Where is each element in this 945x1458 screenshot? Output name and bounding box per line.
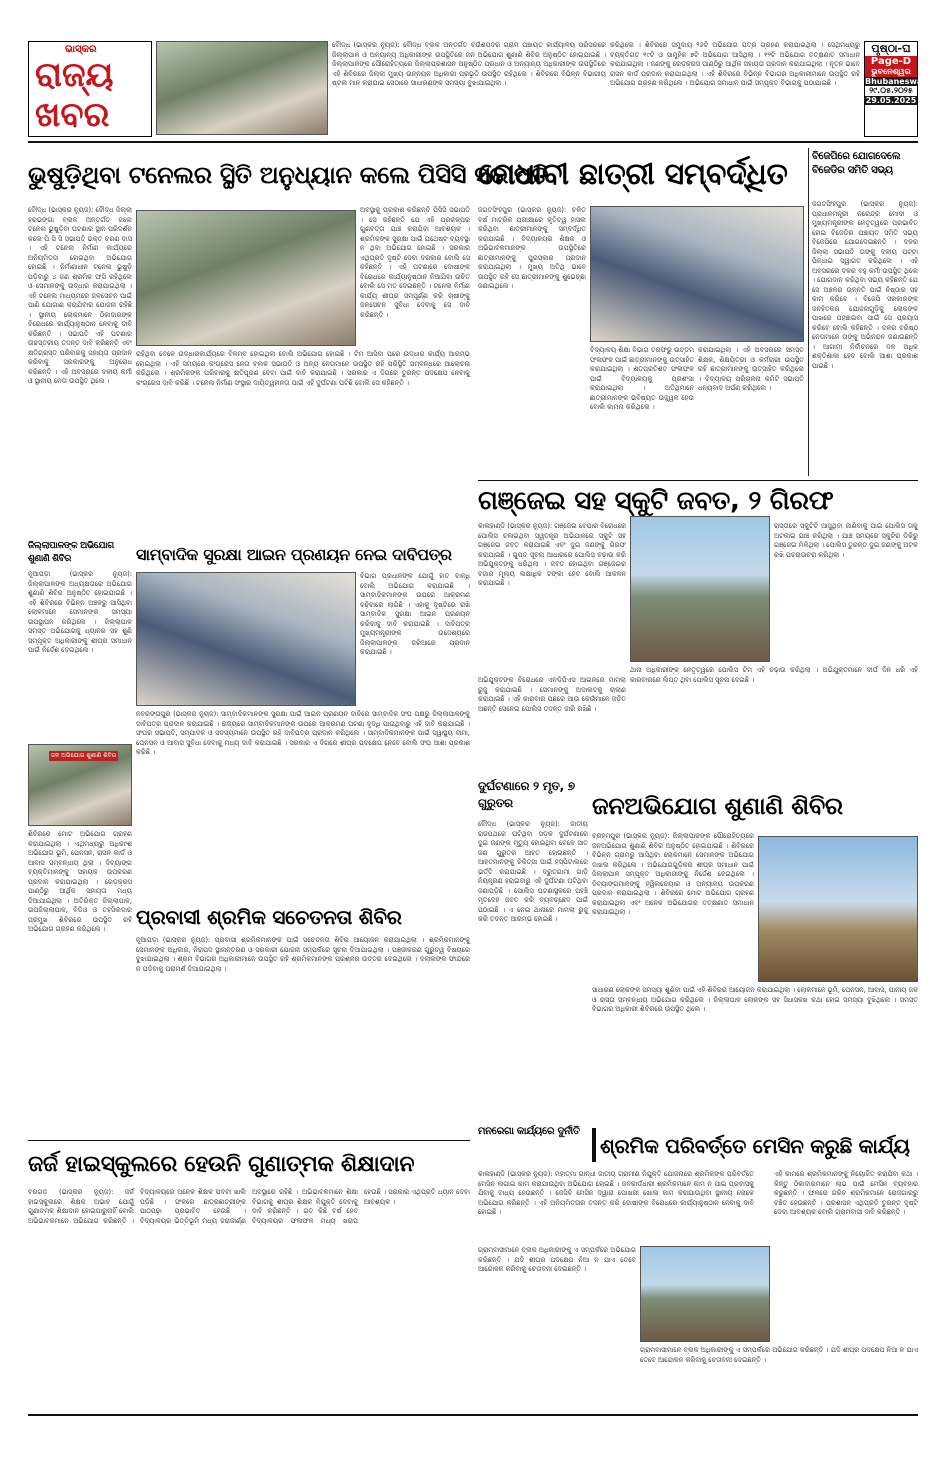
public-headline: ଜନଅଭିଯୋଗ ଶୁଣାଣି ଶିବିର xyxy=(592,792,843,820)
tunnel-body-left: ବୌଦ୍ଧ (ଭାସ୍କର ନ୍ୟୁଜ): ବୌଦ୍ଧ ଜିଲ୍ଲା ହରଭଙ୍ଗା ବ୍ଲକ ଅନ୍ତର୍ଗତ ଜଲେ ଟନେଲ ଭୁଷୁଡ଼ିବା ଘଟଣାର ସ୍ଥାନ ପରିଦର୍ଶନ କଲେ ପି ସି ସି ସଭାପତି ଭକ୍ତ ଚରଣ ଦାସ । ଏହି ଟନେଲ ନିର୍ମାଣ କାର୍ଯ୍ୟରେ ଅନିୟମିତତା ହୋଇଥିବା ଅଭିଯୋଗ ହୋଇଛି । ନିର୍ମାଣାଧୀନ ଟନେଲ ଭୁଷୁଡ଼ି ପଡ଼ିବାରୁ ୪ ଜଣ ଶ୍ରମିକ ଫସି ରହିଥିଲେ ଓ ସେମାନଙ୍କୁ ଉଦ୍ଧାର କରାଯାଇଥିଲା । ଏହି ଟନେଲ ମାଧ୍ୟମରେ ଜଳସେଚନ ପାଇଁ ପାଣି ଯୋଗାଣ କରାଯିବାର ଯୋଜନା ରହିଛି । ସ୍ଥାନୀୟ ଲୋକମାନେ ଠିକାଦାରଙ୍କ ବିରୋଧରେ କାର୍ଯ୍ୟାନୁଷ୍ଠାନ ନେବାକୁ ଦାବି କରିଛନ୍ତି । ସଭାପତି ଏହି ଘଟଣାର ଉଚ୍ଚସ୍ତରୀୟ ତଦନ୍ତ ଦାବି କରିଛନ୍ତି ଏବଂ କ୍ଷତିଗ୍ରସ୍ତ ପରିବାରକୁ ସହାୟତା ପ୍ରଦାନ କରିବାକୁ ସରକାରଙ୍କୁ ଅନୁରୋଧ କରିଛନ୍ତି । ଏହି ଅବସରରେ ଦଳୀୟ କର୍ମୀ ଓ ସ୍ଥାନୀୟ ନେତା ଉପସ୍ଥିତ ଥିଲେ । xyxy=(28,206,135,385)
ganja-photo xyxy=(630,516,770,662)
journalist-headline: ସାମ୍ବାଦିକ ସୁରକ୍ଷା ଆଇନ ପ୍ରଣୟନ ନେଇ ଦାବିପତ୍ର xyxy=(136,545,452,564)
tunnel-body-bottom: ରହିଥିବା ବେଳେ ଉଦ୍ଧାରକାର୍ଯ୍ୟରେ ବିଳମ୍ବ ହୋଇଥିଲା ବୋଲି ଅଭିଯୋଗ ହୋଇଛି । ଟିମ ଆସିବା ପରେ ଉଦ୍ଧାର କାର୍ଯ୍ୟ ଆରମ୍ଭ ହୋଇଥିଲା । ଏହି ସମୟରେ କଂଗ୍ରେସ ନେତା ବ୍ଲକ ସଭାପତି ଓ ଅନ୍ୟ ନେତାମାନେ ଉପସ୍ଥିତ ରହି ପରିସ୍ଥିତି ସମ୍ବନ୍ଧରେ ଆଲୋଚନା କରିଥିଲେ । ଶ୍ରମିକଙ୍କ ପରିବାରକୁ କ୍ଷତିପୂରଣ ଦେବା ପାଇଁ ଦାବି କରାଯାଇଛି । ସରକାର ଏ ଦିଗରେ ତୁରନ୍ତ ପଦକ୍ଷେପ ନେବାକୁ କଂଗ୍ରେସ ଦାବି କରିଛି । ଟନେଲ ନିର୍ମାଣ ସଂସ୍ଥାର ଦାୟିତ୍ୱହୀନତା ପାଇଁ ଏହି ଦୁର୍ଘଟଣା ଘଟିଛି ବୋଲି ସେ କହିଛନ୍ତି । xyxy=(136,350,473,387)
school-headline: ଜର୍ଜ ହାଇସ୍କୁଲରେ ହେଉନି ଗୁଣାତ୍ମକ ଶିକ୍ଷାଦାନ xyxy=(28,1152,415,1177)
school-rule xyxy=(28,1140,470,1141)
public-body-bottom: ସାଧାରଣ ଲୋକଙ୍କ ସମସ୍ୟା ଶୁଣିବା ପାଇଁ ଏହି ଶିବିରର ଆୟୋଜନ କରାଯାଇଥିଲା । ଲୋକମାନେ ଭୂମି, ପେନସନ, ଆବାସ, ପାନୀୟ ଜଳ ଓ ରାସ୍ତା ସମ୍ବନ୍ଧୀୟ ଅଭିଯୋଗ କରିଥିଲେ । ଜିଲ୍ଲାପାଳ ଲୋକଙ୍କ ସହ ସିଧାସଳଖ କଥା ହୋଇ ସମସ୍ୟା ବୁଝିଥିଲେ । ସମସ୍ତ ବିଭାଗର ଅଧିକାରୀ ଶିବିରରେ ଉପସ୍ଥିତ ଥିଲେ । xyxy=(592,986,921,1013)
student-photo xyxy=(590,206,804,342)
top-strip-col2: କରିଥିଲେ । ଶିବିରରେ ସମୁଦାୟ ୨୬ଟି ଅଭିଯୋଗ ପତ୍ର ଗ୍ରହଣ କରାଯାଇଥିଲା । ସେଥିମଧ୍ୟରୁ ବ୍ୟକ୍ତିଗତ ୧୯ଟି ଓ ସାମୁହିକ ୭ଟି ଅଭିଯୋଗ ଆସିଥିଲା । ୧୨ଟି ଅଭିଯୋଗ ତତ୍କ୍ଷଣାତ ସମାଧାନ କରାଯାଇଥିଲା । ଜଣଙ୍କୁ ରେଡ଼କ୍ରସ ପାଣ୍ଠିରୁ ଆର୍ଥିକ ସହାୟତା ପ୍ରଦାନ କରାଯାଇଥିଲା । ନୂତନ ଭାବେ ରାସନ କାର୍ଡ ପ୍ରଦାନ କରାଯାଇଥିଲା । ଏହି ଶିବିରରେ ବିଭିନ୍ନ ବିଭାଗର ଅଧିକାରୀମାନେ ଉପସ୍ଥିତ ରହି ଅଭିଯୋଗ ଗ୍ରହଣ କରିଥିଲେ । ଅଭିଯୋଗ ସମାଧାନ ପାଇଁ ସମ୍ପୃକ୍ତ ବିଭାଗକୁ ପଠାଯାଇଛି । xyxy=(610,41,863,87)
masthead-brand-small: ଭାସ୍କର xyxy=(65,44,97,55)
journalist-body-bottom: ନବରଙ୍ଗପୁର (ଭାସ୍କର ନ୍ୟୁଜ): ସାମ୍ବାଦିକମାନଙ୍କ ସୁରକ୍ଷା ପାଇଁ ଆଇନ ପ୍ରଣୟନ ଦାବିରେ ସାମ୍ବାଦିକ ସଂଘ ପକ୍ଷରୁ ଜିଲ୍ଲାପାଳଙ୍କୁ ଦାବିପତ୍ର ପ୍ରଦାନ କରାଯାଇଛି । ରାଜ୍ୟରେ ସାମ୍ବାଦିକମାନଙ୍କ ଉପରେ ଆକ୍ରମଣ ଘଟଣା ବୃଦ୍ଧି ପାଉଥିବାରୁ ଏହି ଦାବି କରାଯାଇଛି । ସଂଘର ସଭାପତି, ସମ୍ପାଦକ ଓ ସଦସ୍ୟମାନେ ଉପସ୍ଥିତ ରହି ଦାବିପତ୍ର ପ୍ରଦାନ କରିଥିଲେ । ସାମ୍ବାଦିକମାନଙ୍କ ପାଇଁ ସ୍ୱାସ୍ଥ୍ୟ ବୀମା, ପେନସନ ଓ ଆବାସ ସୁବିଧା ଦେବାକୁ ମଧ୍ୟ ଦାବି କରାଯାଇଛି । ସରକାର ଏ ଦିଗରେ ଶୀଘ୍ର ପଦକ୍ଷେପ ନେବେ ବୋଲି ସଂଘ ଆଶା ପ୍ରକାଶ କରିଛି । xyxy=(136,710,473,756)
joining-headline: ବିଜେପିରେ ଯୋଗଦେଲେ ବିଜେଡିର ସମିତି ସଭ୍ୟ xyxy=(812,151,901,176)
mgnrega-photo xyxy=(640,1246,770,1342)
page-info-box xyxy=(864,41,927,137)
journalist-body-right: ବିଭାଗ ପ୍ରଧାନଙ୍କ ଯୋଗୁଁ ହାତ ବାନ୍ଧି ବୋଲି ଅଭିଯୋଗ କରାଯାଇଛି । ସାମ୍ବାଦିକମାନଙ୍କ ଉପରେ ଆକ୍ରମଣ ବଢ଼ିବାରେ ଲାଗିଛି । ଏହାକୁ ଦୃଷ୍ଟିରେ ରଖି ସାମ୍ବାଦିକ ସୁରକ୍ଷା ଆଇନ ପ୍ରଣୟନ କରିବାକୁ ଦାବି କରାଯାଇଛି । ଦାବିପତ୍ର ମୁଖ୍ୟମନ୍ତ୍ରୀଙ୍କ ଉଦ୍ଦେଶ୍ୟରେ ଜିଲ୍ଲାପାଳଙ୍କ ଜରିଆରେ ପ୍ରଦାନ କରାଯାଇଛି । xyxy=(360,572,473,656)
district-signboard: ଜନ ଅଭିଯୋଗ ଶୁଣାଣି ଶିବିର xyxy=(51,752,117,759)
student-body-right: କରାଯାଇଥିଲା । ଏହି ଅବସରରେ ସମସ୍ତ ଶିକ୍ଷକ, ଶିକ୍ଷୟିତ୍ରୀ ଓ କର୍ମଚାରୀ ଉପସ୍ଥିତ ରହି ଛାତ୍ରୀମାନଙ୍କୁ ଉତ୍ସାହିତ କରିଥିଲେ । ବିଦ୍ୟାଳୟ ପରିଚାଳନା କମିଟି ସଭାପତି ଧନ୍ୟବାଦ ଅର୍ପଣ କରିଥିଲେ । xyxy=(698,346,807,392)
ganja-body-bottom: ଥାନା ଅଧିକାରୀଙ୍କ ନେତୃତ୍ୱରେ ପୋଲିସ ଟିମ ଏହି ଚଢ଼ାଉ କରିଥିଲା । ଅଭିଯୁକ୍ତମାନେ ଦୀର୍ଘ ଦିନ ଧରି ଏହି କାରବାରରେ ଲିପ୍ତ ଥିବା ପୋଲିସ ସୂଚନା ଦେଇଛି । xyxy=(630,666,921,684)
mgnrega-body: କାଳାହାଣ୍ଡି (ଭାସ୍କର ନ୍ୟୁଜ): ମହାତ୍ମା ଗାନ୍ଧୀ ଜାତୀୟ ଗ୍ରାମୀଣ ନିଯୁକ୍ତି ଯୋଜନାରେ ଶ୍ରମିକଙ୍କ ପରିବର୍ତ୍ତେ ମେସିନ ଲଗାଇ କାମ କରାଯାଉଥିବା ଅଭିଯୋଗ ହୋଇଛି । ଜବକାର୍ଡଧାରୀ ଶ୍ରମିକମାନେ କାମ ନ ପାଇ ପ୍ରବାସକୁ ଯିବାକୁ ବାଧ୍ୟ ହେଉଛନ୍ତି । ଜେସିବି ମେସିନ ଦ୍ୱାରା ପୋଖରୀ ଖୋଳା କାମ କରାଯାଉଥିବା ସ୍ଥାନୀୟ ଲୋକେ ଅଭିଯୋଗ କରିଛନ୍ତି । ଏହି ଅନିୟମିତତାର ତଦନ୍ତ କରି ଦୋଷୀଙ୍କ ବିରୋଧରେ କାର୍ଯ୍ୟାନୁଷ୍ଠାନ ନେବାକୁ ଦାବି ହୋଇଛି । xyxy=(478,1170,757,1216)
tunnel-body-right: ଅବସ୍ଥାକୁ ପ୍ରକାଶ କରିଛନ୍ତି ପିସିସି ସଭାପତି । ସେ କହିଛନ୍ତି ଯେ ଏହି ପ୍ରକଳ୍ପର ଗୁଣବତ୍ତା ଯାଞ୍ଚ କରାଯିବା ଆବଶ୍ୟକ । ଶ୍ରମିକଙ୍କ ସୁରକ୍ଷା ପାଇଁ ଯଥେଷ୍ଟ ବ୍ୟବସ୍ଥା ନ ଥିବା ଅଭିଯୋଗ ହୋଇଛି । ସରକାର ଏଥିପ୍ରତି ଦୃଷ୍ଟି ଦେବା ଦରକାର ବୋଲି ସେ କହିଛନ୍ତି । ଏହି ଘଟଣାରେ ଦୋଷୀଙ୍କ ବିରୋଧରେ କାର୍ଯ୍ୟାନୁଷ୍ଠାନ ନିଆଯିବା ଉଚିତ ବୋଲି ସେ ମତ ଦେଇଛନ୍ତି । ଟନେଲ ନିର୍ମାଣ କାର୍ଯ୍ୟ ଶୀଘ୍ର ସମ୍ପୂର୍ଣ୍ଣ କରି ଚାଷୀଙ୍କୁ ଜଳସେଚନ ସୁବିଧା ଦେବାକୁ ସେ ଦାବି କରିଛନ୍ତି । xyxy=(360,206,473,319)
mgnrega-headline-left: ମନରେଗା କାର୍ଯ୍ୟରେ ଦୁର୍ନୀତି xyxy=(478,1126,580,1137)
masthead-line2: ଖବର xyxy=(35,95,110,135)
student-headline: ମେଧାବୀ ଛାତ୍ରୀ ସମ୍ବର୍ଦ୍ଧିତ xyxy=(478,157,788,192)
date-en: 29.05.2025 xyxy=(865,96,917,105)
accident-headline: ଦୁର୍ଘଟଣାରେ ୨ ମୃତ, ୭ ଗୁରୁତର xyxy=(478,779,575,810)
public-photo xyxy=(758,836,918,982)
student-body-mid: ବିଦ୍ୟାଳୟ ଶିକ୍ଷା ବିଭାଗ ତରଫରୁ ଉତ୍ତମ ଫଳାଫଳ ପାଇଁ ଛାତ୍ରୀମାନଙ୍କୁ ଉତ୍ସାହିତ କରାଯାଇଥିଲା । ଶତପ୍ରତିଶତ ଫଳାଫଳ ପାଇଁ ବିଦ୍ୟାଳୟକୁ ପ୍ରଶଂସା କରାଯାଇଥିଲା । ଅତିଥିମାନେ ଛାତ୍ରୀମାନଙ୍କ ଭବିଷ୍ୟତ ଉଜ୍ଜ୍ୱଳ ହେଉ ବୋଲି କାମନା କରିଥିଲେ । xyxy=(590,346,697,411)
district-body: ନୂଆପଡ଼ା (ଭାସ୍କର ନ୍ୟୁଜ): ଜିଲ୍ଲାପାଳଙ୍କ ଅଧ୍ୟକ୍ଷତାରେ ଅଭିଯୋଗ ଶୁଣାଣି ଶିବିର ଅନୁଷ୍ଠିତ ହୋଇଯାଇଛି । ଏହି ଶିବିରରେ ବିଭିନ୍ନ ଅଞ୍ଚଳରୁ ଆସିଥିବା ଲୋକମାନେ ସେମାନଙ୍କ ସମସ୍ୟା ଉପସ୍ଥାପନ କରିଥିଲେ । ଜିଲ୍ଲାପାଳ ସମସ୍ତ ଅଭିଯୋଗକୁ ଧ୍ୟାନର ସହ ଶୁଣି ସମ୍ପୃକ୍ତ ଅଧିକାରୀଙ୍କୁ ଶୀଘ୍ର ସମାଧାନ ପାଇଁ ନିର୍ଦ୍ଦେଶ ଦେଇଥିଲେ । xyxy=(28,570,135,654)
mgnrega-bar xyxy=(592,1128,596,1162)
page-bottom-rule xyxy=(28,1414,918,1416)
top-strip-col1: ବୌଦ୍ଧ (ଭାସ୍କର ନ୍ୟୁଜ): ବୌଦ୍ଧ ବ୍ଲକ ଅନ୍ତର୍ଗତ ବଉଁଶପଦର ଗ୍ରାମ ପଞ୍ଚାୟତ କାର୍ଯ୍ୟାଳୟ ପରିସରରେ ଜିଲ୍ଲାପାଳ ଓ ଅନ୍ୟାନ୍ୟ ଅଧିକାରୀଙ୍କ ଉପସ୍ଥିତିରେ ଜନ ଅଭିଯୋଗ ଶୁଣାଣି ଶିବିର ଅନୁଷ୍ଠିତ ହୋଇଯାଇଛି । ଜିଲ୍ଲାପାଳଙ୍କ ପୌରୋହିତ୍ୟରେ ଜିଲ୍ଲାପ୍ରଶାସନ ଅନୁଷ୍ଠିତ ପ୍ରଧାନ ଓ ଅନ୍ୟାନ୍ୟ ଅଧିକାରୀଙ୍କ ଉପସ୍ଥିତିରେ ଏହି ଶିବିରରେ ଜିଲ୍ଲା ମୁଖ୍ୟ ଉନ୍ନୟନ ଅଧିକାରୀ ପ୍ରଭୃତି ଉପସ୍ଥିତ ରହିଥିଲେ । ଶିବିରରେ ବିଭିନ୍ନ ବିଭାଗୀୟ ଷ୍ଟଲ ମାନ କରାଯାଇ ସେଠାରେ ସାଧାରଣଙ୍କ ସମସ୍ୟା ବୁଝାଯାଇଥିଲା । xyxy=(332,41,609,87)
district-headline: ଜିଲ୍ଲାପାଳଙ୍କ ଅଭିଯୋଗ ଶୁଣାଣି ଶିବିର xyxy=(28,541,114,564)
district-body2: ଶିବିରରେ ମୋଟ ଅଭିଯୋଗ ଗ୍ରହଣ କରାଯାଇଥିଲା । ଏଥିମଧ୍ୟରୁ ଅଧିକାଂଶ ଅଭିଯୋଗ ଭୂମି, ପେନସନ, ରାସନ କାର୍ଡ ଓ ଆବାସ ସମ୍ବନ୍ଧୀୟ ଥିଲା । ଦିବ୍ୟାଙ୍ଗ ବ୍ୟକ୍ତିମାନଙ୍କୁ ସହାୟକ ଉପକରଣ ପ୍ରଦାନ କରାଯାଇଥିଲା । ରେଡ଼କ୍ରସ ପାଣ୍ଠିରୁ ଆର୍ଥିକ ସହାୟତା ମଧ୍ୟ ଦିଆଯାଇଥିଲା । ଅତିରିକ୍ତ ଜିଲ୍ଲାପାଳ, ଉପଜିଲ୍ଲାପାଳ, ବିଡିଓ ଓ ତହସିଲଦାର ପ୍ରମୁଖ ଶିବିରରେ ଉପସ୍ଥିତ ରହି ଅଭିଯୋଗ ଗ୍ରହଣ କରିଥିଲେ । xyxy=(28,830,135,933)
tunnel-headline: ଭୁଷୁଡ଼ିଥିବା ଟନେଲର ସ୍ଥିତି ଅନୁଧ୍ୟାନ କଲେ ପିସିସି ସଭାପତି xyxy=(28,161,549,189)
ganja-body-mid: ଅଭିଯୁକ୍ତଙ୍କ ବିରୋଧରେ ଏନଡିପିଏସ ଆଇନରେ ମାମଲା ରୁଜୁ କରାଯାଇଛି । ସେମାନଙ୍କୁ ଅଦାଲତକୁ ଚାଲାଣ କରାଯାଇଛି । ଏହି କାରବାର ପଛରେ ଆଉ କେଉଁମାନେ ଜଡ଼ିତ ଅଛନ୍ତି ସେନେଇ ପୋଲିସ ତଦନ୍ତ ଜାରି ରଖିଛି । xyxy=(478,676,629,713)
page-label: ପୃଷ୍ଠା-ଘ xyxy=(865,42,917,56)
mgnrega-body-right: ଏହି କାମରେ ଶ୍ରମିକମାନଙ୍କୁ ନିୟୋଜିତ କରାଯିବା କଥା । କିନ୍ତୁ ଠିକାଦାରମାନେ ଲାଭ ପାଇଁ ମେସିନ ବ୍ୟବହାର କରୁଛନ୍ତି । ଫଳରେ ଗରିବ ଶ୍ରମିକମାନେ ରୋଜଗାରରୁ ବଞ୍ଚିତ ହେଉଛନ୍ତି । ପ୍ରଶାସନ ଏଥିପ୍ରତି ତୁରନ୍ତ ଦୃଷ୍ଟି ଦେବା ଆବଶ୍ୟକ ବୋଲି ଗ୍ରାମବାସୀ ଦାବି କରିଛନ୍ତି । xyxy=(774,1170,921,1216)
masthead-rule xyxy=(28,141,918,143)
masthead-line1: ରାଜ୍ୟ xyxy=(35,55,114,95)
ganja-rule xyxy=(478,480,918,481)
accident-body: ବୌଦ୍ଧ (ଭାସ୍କର ନ୍ୟୁଜ): ଜାତୀୟ ରାଜପଥରେ ଘଟିଥିବା ସଡ଼କ ଦୁର୍ଘଟଣାରେ ଦୁଇ ଜଣଙ୍କ ମୃତ୍ୟୁ ହୋଇଥିବା ବେଳେ ସାତ ଜଣ ଗୁରୁତର ଆହତ ହୋଇଛନ୍ତି । ଆହତମାନଙ୍କୁ ଚିକିତ୍ସା ପାଇଁ ହସ୍ପିଟାଲରେ ଭର୍ତ୍ତି କରାଯାଇଛି । ଦ୍ରୁତଗାମୀ ଗାଡ଼ି ନିୟନ୍ତ୍ରଣ ହରାଇବାରୁ ଏହି ଦୁର୍ଘଟଣା ଘଟିଥିବା ଜଣାପଡ଼ିଛି । ପୋଲିସ ଘଟଣାସ୍ଥଳରେ ପହଞ୍ଚି ମୃତଦେହ ଜବତ କରି ବ୍ୟବଚ୍ଛେଦ ପାଇଁ ପଠାଇଛି । ଏ ନେଇ ଥାନାରେ ମାମଲା ରୁଜୁ କରି ତଦନ୍ତ ଆରମ୍ଭ ହୋଇଛି । xyxy=(478,820,591,923)
mgnrega-headline: ଶ୍ରମିକ ପରିବର୍ତ୍ତେ ମେସିନ କରୁଛି କାର୍ଯ୍ୟ xyxy=(600,1134,910,1158)
city-od: ଭୁବନେଶ୍ୱର xyxy=(865,67,917,77)
public-body: ବ୍ରହ୍ମପୁର (ଭାସ୍କର ନ୍ୟୁଜ): ଜିଲ୍ଲାପାଳଙ୍କ ପୌରୋହିତ୍ୟରେ ଜନଅଭିଯୋଗ ଶୁଣାଣି ଶିବିର ଅନୁଷ୍ଠିତ ହୋଇଯାଇଛି । ଶିବିରରେ ବିଭିନ୍ନ ଗ୍ରାମରୁ ଆସିଥିବା ଲୋକମାନେ ସେମାନଙ୍କ ଅଭିଯୋଗ ଦାଖଲ କରିଥିଲେ । ଅଭିଯୋଗଗୁଡ଼ିକର ଶୀଘ୍ର ସମାଧାନ ପାଇଁ ଜିଲ୍ଲାପାଳ ସମ୍ପୃକ୍ତ ଅଧିକାରୀଙ୍କୁ ନିର୍ଦ୍ଦେଶ ଦେଇଥିଲେ । ଦିବ୍ୟାଙ୍ଗମାନଙ୍କୁ ହ୍ୱିଲଚେୟାର ଓ ଅନ୍ୟାନ୍ୟ ଉପକରଣ ପ୍ରଦାନ କରାଯାଇଥିଲା । ଶିବିରରେ ମୋଟ ଅଭିଯୋଗ ଗ୍ରହଣ କରାଯାଇଥିଲା ଏବଂ ଅନେକ ଅଭିଯୋଗର ତତ୍କ୍ଷଣାତ ସମାଧାନ କରାଯାଇଥିଲା । xyxy=(592,832,757,916)
ganja-body-right: ରାସ୍ତାରେ ସ୍କୁଟିଟି ଆସୁଥିବା ଜାଣିବାକୁ ପାଇ ପୋଲିସ ତାକୁ ଅଟକାଇ ଯାଞ୍ଚ କରିଥିଲା । ଯାଞ୍ଚ ସମୟରେ ସ୍କୁଟିର ଡିକିରୁ ଗଞ୍ଜେଇ ମିଳିଥିଲା । ପୋଲିସ ତୁରନ୍ତ ଦୁଇ ଜଣଙ୍କୁ ଅଟକ ରଖି ପଚରାଉଚରା କରିଥିଲା । xyxy=(774,522,921,559)
school-body: ବରଗଡ଼ (ଭାସ୍କର ନ୍ୟୁଜ): ଜର୍ଜ ହାଇସ୍କୁଲରେ ଶିକ୍ଷକ ଅଭାବ ଯୋଗୁଁ ଗୁଣାତ୍ମକ ଶିକ୍ଷାଦାନ ହୋଇପାରୁନାହିଁ ବୋଲି ଅଭିଭାବକମାନେ ଅଭିଯୋଗ କରିଛନ୍ତି । ବିଦ୍ୟାଳୟରେ ଅନେକ ଶିକ୍ଷକ ପଦବୀ ଖାଲି ପଡ଼ିଛି । ଫଳରେ ଛାତ୍ରଛାତ୍ରୀଙ୍କ ପାଠପଢ଼ା ପ୍ରଭାବିତ ହେଉଛି । ବିଦ୍ୟାଳୟର ଭିତ୍ତିଭୂମି ମଧ୍ୟ ଜରାଜୀର୍ଣ୍ଣ ଅବସ୍ଥାରେ ରହିଛି । ଅଭିଭାବକମାନେ ଶିକ୍ଷା ବିଭାଗକୁ ଶୀଘ୍ର ଶିକ୍ଷକ ନିଯୁକ୍ତି ଦେବାକୁ ଦାବି କରିଛନ୍ତି । ଗତ କିଛି ବର୍ଷ ହେବ ବିଦ୍ୟାଳୟର ଫଳାଫଳ ମଧ୍ୟ ଖରାପ ହେଉଛି । ସରକାର ଏଥିପ୍ରତି ଧ୍ୟାନ ଦେବା ଆବଶ୍ୟକ । xyxy=(28,1188,473,1225)
mgnrega-body-bottom: ଗ୍ରାମବାସୀମାନେ ବ୍ଲକ ଅଧିକାରୀଙ୍କୁ ଏ ସମ୍ପର୍କରେ ଅଭିଯୋଗ କରିଛନ୍ତି । ଯଦି ଶୀଘ୍ର ପଦକ୍ଷେପ ନିଆ ନ ଯାଏ ତେବେ ଆନ୍ଦୋଳନ କରିବାକୁ ଚେତାବନୀ ଦେଇଛନ୍ତି । xyxy=(478,1246,639,1273)
ganja-body-left: କାଳାହାଣ୍ଡି (ଭାସ୍କର ନ୍ୟୁଜ): ଗଞ୍ଜେଇ ବେପାର ବିରୋଧରେ ପୋଲିସ ଚଳାଇଥିବା ସ୍ୱତନ୍ତ୍ର ଅଭିଯାନରେ ସ୍କୁଟି ସହ ଗଞ୍ଜେଇ ଜବତ କରାଯାଇଛି ଏବଂ ଦୁଇ ଜଣଙ୍କୁ ଗିରଫ କରାଯାଇଛି । ଗୁପ୍ତ ସୂଚନା ଆଧାରରେ ପୋଲିସ ଚଢ଼ାଉ କରି ଅଭିଯୁକ୍ତଙ୍କୁ ଧରିଥିଲା । ଜବତ ହୋଇଥିବା ଗଞ୍ଜେଇର ବଜାର ମୂଲ୍ୟ ଲକ୍ଷାଧିକ ଟଙ୍କା ହେବ ବୋଲି ଆକଳନ କରାଯାଇଛି । xyxy=(478,522,629,587)
page-en: Page-D xyxy=(865,56,917,67)
joining-body: ଜଗତସିଂହପୁର (ଭାସ୍କର ନ୍ୟୁଜ): ପ୍ରଧାନମନ୍ତ୍ରୀ ନରେନ୍ଦ୍ର ମୋଦୀ ଓ ମୁଖ୍ୟମନ୍ତ୍ରୀଙ୍କ ନେତୃତ୍ୱରେ ପ୍ରଭାବିତ ହୋଇ ବିଜେଡିର ପଞ୍ଚାୟତ ସମିତି ସଭ୍ୟ ବିଜେପିରେ ଯୋଗଦେଇଛନ୍ତି । ଦଳର ଜିଲ୍ଲା ସଭାପତି ତାଙ୍କୁ ଦଳୀୟ ପଟ୍ଟା ପିନ୍ଧାଇ ସ୍ୱାଗତ କରିଥିଲେ । ଏହି ଅବସରରେ ଦଳର ବହୁ କର୍ମୀ ଉପସ୍ଥିତ ଥିଲେ । ଯୋଗଦାନ କରିଥିବା ସଭ୍ୟ କହିଛନ୍ତି ଯେ ସେ ଅଞ୍ଚଳର ଉନ୍ନତି ପାଇଁ ନିଷ୍ଠାର ସହ କାମ କରିବେ । ବିଜେପି ସରକାରଙ୍କ ଜନହିତକର ଯୋଜନାଗୁଡ଼ିକୁ ଲୋକଙ୍କ ପାଖରେ ପହଞ୍ଚାଇବା ପାଇଁ ସେ ପ୍ରୟାସ କରିବେ ବୋଲି କହିଛନ୍ତି । ଦଳର ବରିଷ୍ଠ ନେତାମାନେ ତାଙ୍କୁ ଅଭିନନ୍ଦନ ଜଣାଇଛନ୍ତି । ଆଗାମୀ ନିର୍ବାଚନରେ ଦଳ ଅଧିକ ଶକ୍ତିଶାଳୀ ହେବ ବୋଲି ଆଶା ପ୍ରକାଶ ପାଇଛି । xyxy=(812,200,921,370)
journalist-photo xyxy=(136,572,356,706)
migrant-body: ନୂଆପଡ଼ା (ଭାସ୍କର ନ୍ୟୁଜ): ପ୍ରବାସୀ ଶ୍ରମିକମାନଙ୍କ ପାଇଁ ସଚେତନତା ଶିବିର ଆୟୋଜନ କରାଯାଇଥିଲା । ଶ୍ରମିକମାନଙ୍କୁ ସେମାନଙ୍କ ଅଧିକାର, ନିରାପଦ ସ୍ଥାନାନ୍ତରଣ ଓ ସରକାରୀ ଯୋଜନା ସମ୍ପର୍କରେ ସୂଚନା ଦିଆଯାଇଥିଲା । ପଞ୍ଜୀକରଣ ଗୁରୁତ୍ୱ ବିଷୟରେ ବୁଝାଯାଇଥିଲା । ଶ୍ରମ ବିଭାଗର ଅଧିକାରୀମାନେ ଉପସ୍ଥିତ ରହି ଶ୍ରମିକମାନଙ୍କ ପ୍ରଶ୍ନର ଉତ୍ତର ଦେଇଥିଲେ । ଦଲାଲଙ୍କ ଫାନ୍ଦରେ ନ ପଡ଼ିବାକୁ ପରାମର୍ଶ ଦିଆଯାଇଥିଲା । xyxy=(136,936,473,973)
masthead-photo xyxy=(156,41,328,135)
divider-right-col xyxy=(808,148,809,476)
migrant-headline: ପ୍ରବାସୀ ଶ୍ରମିକ ସଚେତନତା ଶିବିର xyxy=(136,905,402,929)
district-photo xyxy=(28,744,132,826)
masthead-logo xyxy=(28,41,152,137)
ganja-headline: ଗଞ୍ଜେଇ ସହ ସ୍କୁଟି ଜବତ, ୨ ଗିରଫ xyxy=(478,486,834,516)
date-od: ୨୯.୦୫.୨୦୨୫ xyxy=(865,86,917,96)
student-body-left: ଜଗତସିଂହପୁର (ଭାସ୍କର ନ୍ୟୁଜ): ଚଳିତ ବର୍ଷ ମାଟ୍ରିକ ପରୀକ୍ଷାରେ କୃତିତ୍ୱ ହାସଲ କରିଥିବା ଛାତ୍ରୀମାନଙ୍କୁ ସମ୍ବର୍ଦ୍ଧିତ କରାଯାଇଛି । ବିଦ୍ୟାଳୟର ଶିକ୍ଷକ ଓ ଅଭିଭାବକମାନଙ୍କ ଉପସ୍ଥିତିରେ ଛାତ୍ରୀମାନଙ୍କୁ ପୁରସ୍କାର ପ୍ରଦାନ କରାଯାଇଥିଲା । ମୁଖ୍ୟ ଅତିଥି ଭାବେ ଉପସ୍ଥିତ ରହି ସେ ଛାତ୍ରୀମାନଙ୍କୁ ଶୁଭେଚ୍ଛା ଜଣାଇଥିଲେ । xyxy=(478,206,589,290)
mgnrega-body-bottom2: ଗ୍ରାମବାସୀମାନେ ବ୍ଲକ ଅଧିକାରୀଙ୍କୁ ଏ ସମ୍ପର୍କରେ ଅଭିଯୋଗ କରିଛନ୍ତି । ଯଦି ଶୀଘ୍ର ପଦକ୍ଷେପ ନିଆ ନ ଯାଏ ତେବେ ଆନ୍ଦୋଳନ କରିବାକୁ ଚେତାବନୀ ଦେଇଛନ୍ତି । xyxy=(640,1346,921,1364)
tunnel-photo xyxy=(136,210,356,346)
city-en: Bhubaneswar xyxy=(865,77,927,86)
